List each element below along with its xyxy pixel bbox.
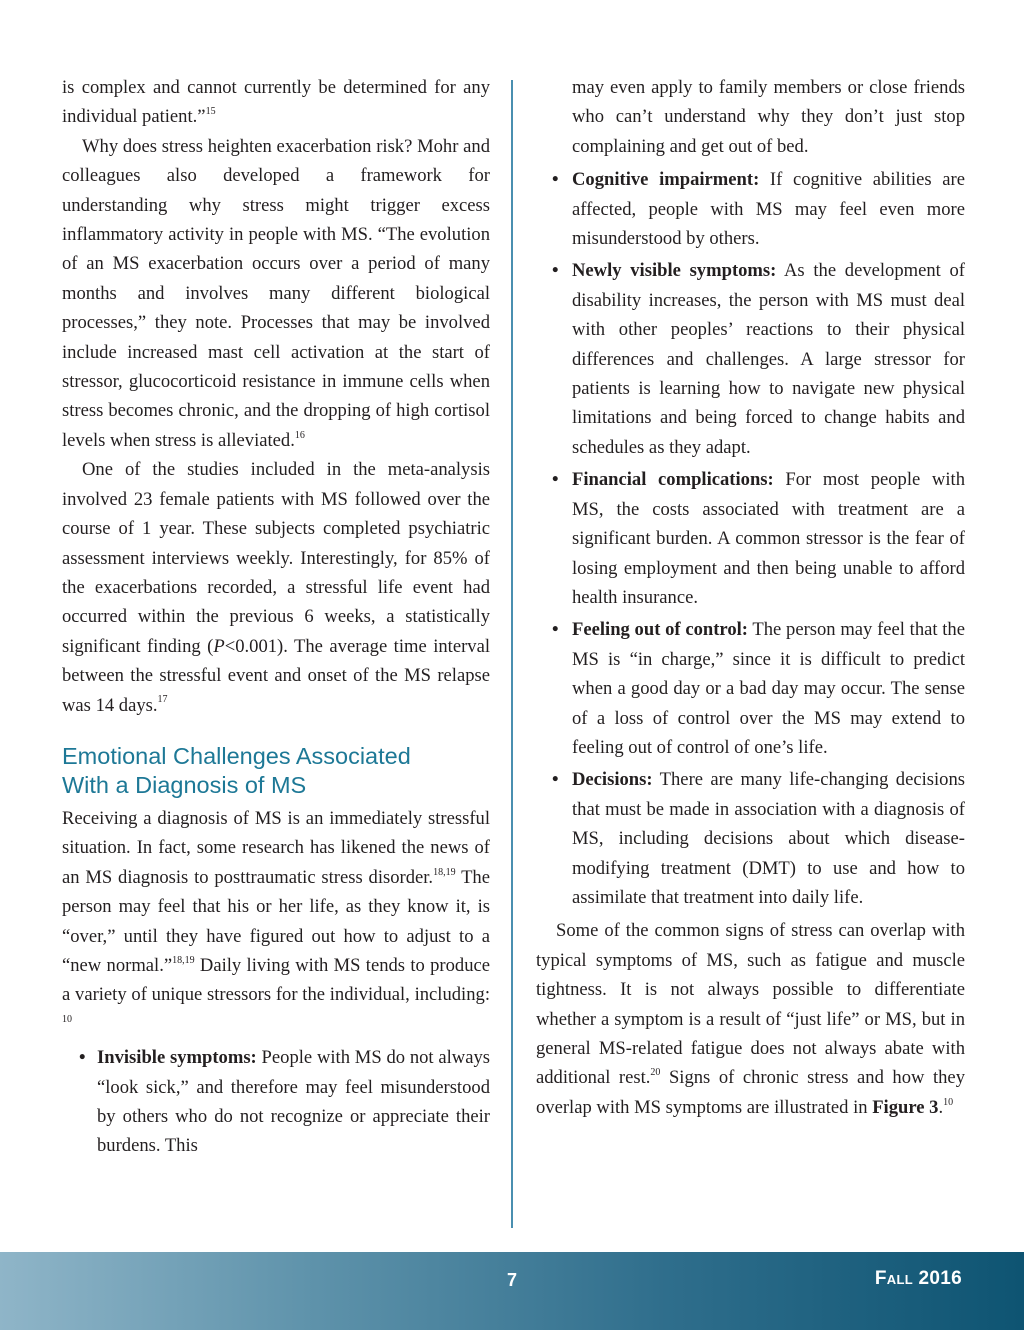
list-item: • Cognitive impairment: If cognitive abilities are affected, people with MS may feel even more misunderstood by others. — [536, 165, 965, 253]
stressor-list — [62, 1043, 490, 1161]
footer-bar — [0, 1252, 1024, 1330]
section-heading: Emotional Challenges Associated With a Diagnosis of MS — [62, 742, 411, 798]
paragraph: is complex and cannot currently be determined for any individual patient.”$^{15}$ — [62, 77, 490, 128]
list-item: • Invisible symptoms: People with MS do not always “look sick,” and therefore may feel misunderstood by others who do not recognize or appreciate their burdens. This — [62, 1043, 490, 1161]
list-item-continuation: may even apply to family members or close friends who can’t understand why they don’t just stop complaining and get out of bed. — [572, 77, 965, 157]
list-item: • Newly visible symptoms: As the development of disability increases, the person with MS must deal with other peoples’ reactions to their physical differences and challenges. A large stressor for patients is learning how to navigate new physical limitations and being forced to change habits and schedules as they adapt. — [536, 256, 965, 462]
paragraph: One of the studies included in the meta-analysis involved 23 female patients with MS followed over the course of 1 year. These subjects completed psychiatric assessment interviews weekly. Interestingly, for 85% of the exacerbations recorded, a stressful life event had occurred within the previous 6 weeks, a statistically significant finding (P<0.001). The average time interval between the stressful event and onset of the MS relapse was 14 days.$^{17}$ — [62, 459, 490, 716]
citation: 15 — [205, 106, 216, 118]
list-item: • Financial complications: For most people with MS, the costs associated with treatment are a significant burden. A common stressor is the fear of losing employment and then being unable to afford health insurance. — [536, 465, 965, 612]
citation: 10 — [943, 1096, 954, 1108]
bullet-icon: • — [552, 769, 559, 791]
bullet-icon: • — [552, 169, 559, 191]
bullet-icon: • — [552, 469, 559, 491]
page-number: 7 — [506, 1270, 517, 1290]
list-item: • Feeling out of control: The person may feel that the MS is “in charge,” since it is difficult to predict when a good day or a bad day may occur. The sense of a loss of control over the MS may extend to feeling out of control of one’s life. — [536, 615, 965, 762]
citation: 18,19 — [172, 954, 195, 966]
right-column — [536, 73, 965, 1122]
column-divider — [511, 80, 513, 1228]
bullet-icon: • — [552, 260, 559, 282]
citation: 10 — [62, 1013, 72, 1025]
left-column — [62, 73, 490, 1164]
paragraph: Why does stress heighten exacerbation risk? Mohr and colleagues also developed a framework for understanding why stress might trigger excess inflammatory activity in people with MS. “The evolution of an MS exacerbation occurs over a period of many months and involves many different biological processes,” they note. Processes that may be involved include increased mast cell activation at the start of stressor, glucocorticoid resistance in immune cells when stress becomes chronic, and the dropping of high cortisol levels when stress is alleviated.$^{16}$ — [62, 135, 490, 451]
bullet-icon: • — [79, 1047, 86, 1069]
figure-reference: Figure 3 — [872, 1096, 939, 1118]
citation: 20 — [650, 1067, 661, 1079]
stressor-list — [536, 165, 965, 912]
bullet-icon: • — [552, 619, 559, 641]
citation: 18,19 — [433, 866, 456, 878]
list-item: • Decisions: There are many life-changing decisions that must be made in association with a diagnosis of MS, including decisions about which disease-modifying treatment (DMT) to use and how to assimilate that treatment into daily life. — [536, 765, 965, 912]
paragraph: Receiving a diagnosis of MS is an immediately stressful situation. In fact, some research has likened the news of an MS diagnosis to posttraumatic stress disorder.$^{18,19}$ The person may feel that his or her life, as they know it, is “over,” until they have figured out how to adjust to a “new normal.”$^{18,19}$ Daily living with MS tends to produce a variety of unique stressors for the individual, including: $^{10}$ — [62, 807, 490, 1025]
paragraph: Some of the common signs of stress can overlap with typical symptoms of MS, such as fatigue and muscle tightness. It is not always possible to differentiate whether a symptom is a result of “just life” or MS, but in general MS-related fatigue does not always abate with additional rest.$^{20}$ Signs of chronic stress and how they overlap with MS symptoms are illustrated in Figure 3.10 — [536, 920, 965, 1118]
issue-label: Fall 2016 — [874, 1268, 962, 1289]
citation: 16 — [294, 429, 305, 441]
citation: 17 — [157, 694, 168, 706]
